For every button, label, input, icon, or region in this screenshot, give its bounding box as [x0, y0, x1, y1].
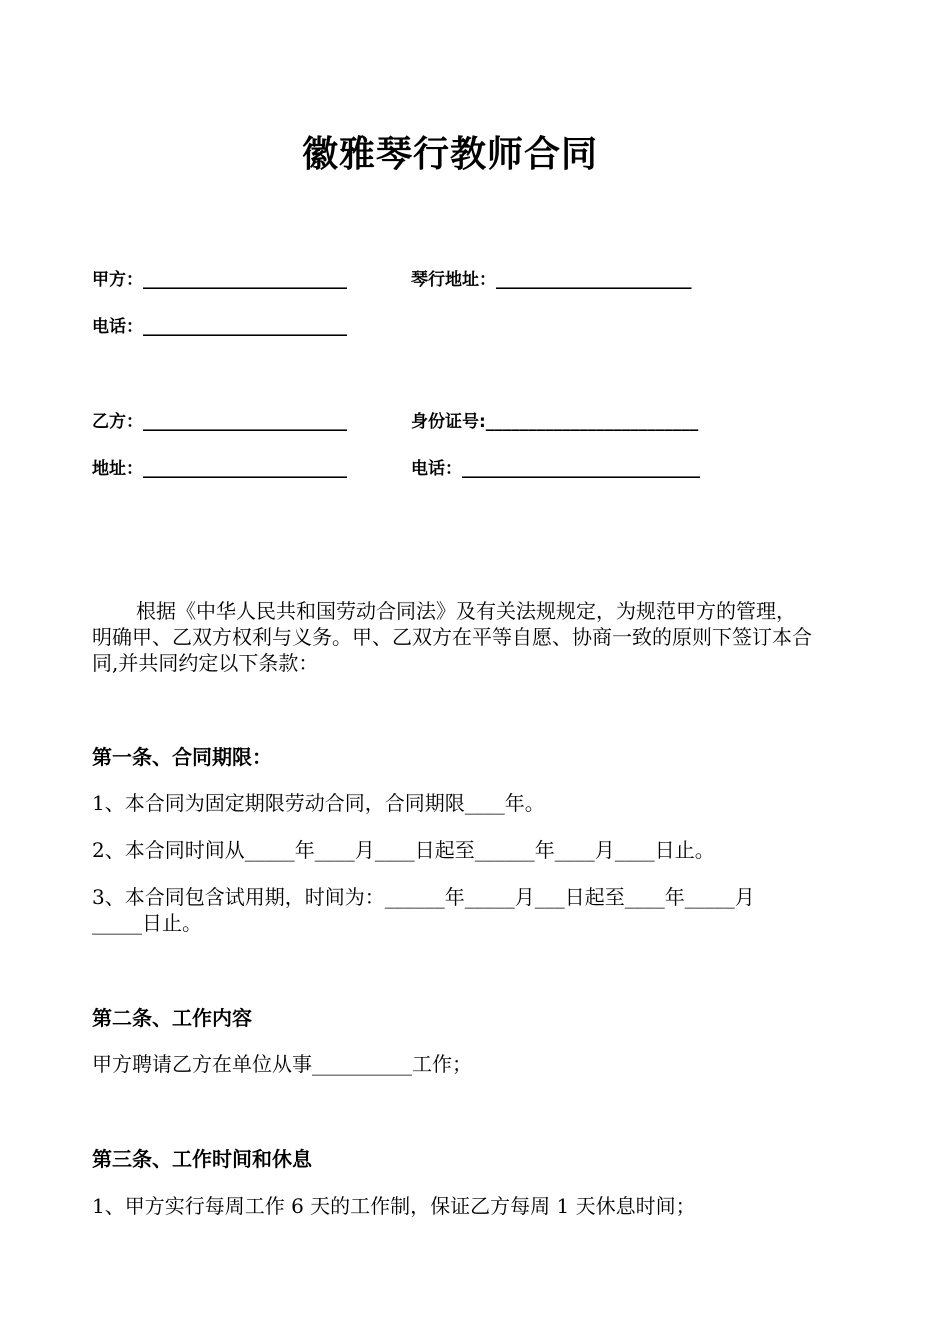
party-b-name-field: 乙方：________________________: [92, 412, 347, 432]
article3-heading: 第三条、工作时间和休息: [92, 1147, 312, 1171]
article2-heading: 第二条、工作内容: [92, 1006, 252, 1030]
article1-heading: 第一条、合同期限：: [92, 745, 272, 769]
article3-item1: 1、甲方实行每周工作 6 天的工作制，保证乙方每周 1 天休息时间；: [92, 1194, 696, 1218]
article1-item2: 2、本合同时间从_____年____月____日起至______年____月____日止。: [92, 838, 715, 862]
article1-item1: 1、本合同为固定期限劳动合同，合同期限____年。: [92, 791, 545, 815]
party-b-address-field: 地址：________________________: [92, 459, 347, 479]
party-a-name-field: 甲方：________________________: [92, 270, 347, 290]
party-b-phone-field: 电话：____________________________: [411, 459, 700, 479]
article1-item3-line1: 3、本合同包含试用期，时间为：______年_____月___日起至____年_____月: [92, 885, 755, 909]
party-a-address-field: 琴行地址：_______________________: [411, 270, 692, 290]
party-a-phone-field: 电话：________________________: [92, 317, 347, 337]
article2-item1: 甲方聘请乙方在单位从事__________工作；: [92, 1052, 472, 1076]
party-b-id-field: 身份证号:_________________________: [411, 412, 699, 432]
article1-item3-line2: _____日止。: [92, 911, 202, 935]
document-title: 徽雅琴行教师合同: [301, 134, 598, 175]
preamble-paragraph: 根据《中华人民共和国劳动合同法》及有关法规规定，为规范甲方的管理，明确甲、乙双方权利与义务。甲、乙双方在平等自愿、协商一致的原则下签订本合同,并共同约定以下条款：: [92, 599, 812, 675]
